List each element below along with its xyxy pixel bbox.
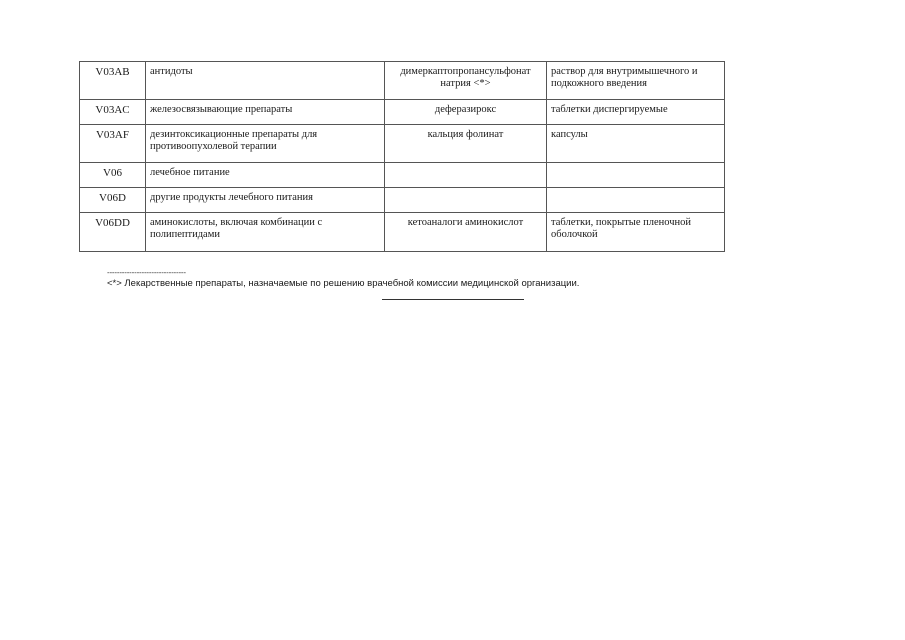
inn-cell: кетоаналоги аминокислот (385, 213, 547, 252)
dosage-form-cell: таблетки диспергируемые (547, 100, 725, 125)
atc-group-cell: железосвязывающие препараты (146, 100, 385, 125)
table-row (80, 163, 725, 188)
footnote-separator: -------------------------------- (107, 268, 186, 277)
footnote-text: <*> Лекарственные препараты, назначаемые по решению врачебной комиссии медицинской организации. (107, 278, 580, 289)
atc-code-cell: V03AB (80, 62, 146, 100)
atc-group-cell: дезинтоксикационные препараты для противоопухолевой терапии (146, 125, 385, 163)
table-row (80, 125, 725, 163)
inn-cell (385, 163, 547, 188)
atc-code-cell: V06 (80, 163, 146, 188)
atc-group-cell: лечебное питание (146, 163, 385, 188)
table-row (80, 100, 725, 125)
atc-group-cell: антидоты (146, 62, 385, 100)
atc-group-cell: другие продукты лечебного питания (146, 188, 385, 213)
atc-group-cell: аминокислоты, включая комбинации с полипептидами (146, 213, 385, 252)
dosage-form-cell (547, 188, 725, 213)
inn-cell: деферазирокс (385, 100, 547, 125)
inn-cell (385, 188, 547, 213)
drug-list-table (79, 61, 725, 252)
inn-cell: кальция фолинат (385, 125, 547, 163)
dosage-form-cell: капсулы (547, 125, 725, 163)
atc-code-cell: V03AF (80, 125, 146, 163)
dosage-form-cell: раствор для внутримышечного и подкожного введения (547, 62, 725, 100)
dosage-form-cell (547, 163, 725, 188)
table-row (80, 188, 725, 213)
atc-code-cell: V06D (80, 188, 146, 213)
table-row (80, 62, 725, 100)
table-row (80, 213, 725, 252)
atc-code-cell: V06DD (80, 213, 146, 252)
inn-cell: димеркаптопропансульфонат натрия <*> (385, 62, 547, 100)
dosage-form-cell: таблетки, покрытые пленочной оболочкой (547, 213, 725, 252)
atc-code-cell: V03AC (80, 100, 146, 125)
end-of-document-line (382, 299, 524, 300)
